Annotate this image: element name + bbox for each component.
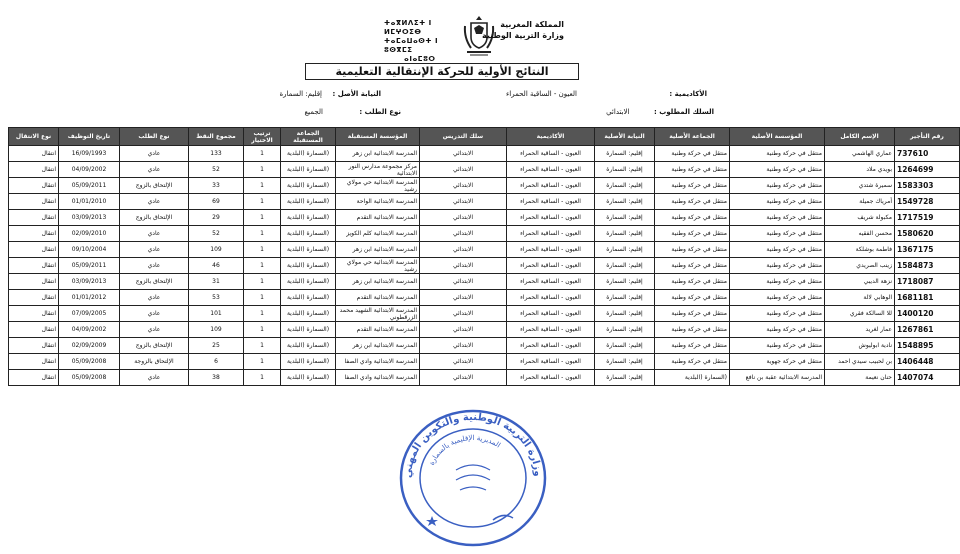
table-cell: المدرسة الابتدائية حي مولاي رشيد (336, 178, 420, 194)
table-cell: منتقل في حركة وطنية (730, 242, 825, 258)
table-cell: منتقل في حركة وطنية (655, 178, 730, 194)
table-cell: 1367175 (895, 242, 960, 258)
table-cell: العيون - الساقية الحمراء (507, 354, 595, 370)
table-cell: منتقل في حركة وطنية (730, 178, 825, 194)
table-cell: المدرسة الابتدائية حي مولاي رشيد (336, 258, 420, 274)
table-cell: 38 (189, 370, 244, 386)
table-cell: انتقال (9, 226, 59, 242)
table-cell: إقليم: السمارة (595, 226, 655, 242)
table-cell: إقليم: السمارة (595, 210, 655, 226)
table-cell: 1718087 (895, 274, 960, 290)
table-header-row (9, 128, 960, 146)
column-header: رقم التأجير (895, 128, 960, 146)
table-cell: الابتدائي (420, 194, 507, 210)
table-cell: 04/09/2002 (59, 322, 120, 338)
cycle-label: السلك المطلوب : (653, 108, 714, 116)
table-cell: (السمارة (البلدية (281, 354, 336, 370)
table-cell: المدرسة الابتدائية التقدم (336, 290, 420, 306)
table-cell: 737610 (895, 146, 960, 162)
table-cell: منتقل في حركة وطنية (730, 290, 825, 306)
table-cell: إقليم: السمارة (595, 146, 655, 162)
province-label: النيابة الأصل : (332, 90, 381, 98)
table-cell: 09/10/2004 (59, 242, 120, 258)
column-header: المؤسسة المستقبلة (336, 128, 420, 146)
table-cell: 02/09/2009 (59, 338, 120, 354)
table-cell: 46 (189, 258, 244, 274)
table-cell: 01/01/2012 (59, 290, 120, 306)
table-cell: العيون - الساقية الحمراء (507, 338, 595, 354)
table-cell: 1583303 (895, 178, 960, 194)
academy-label: الأكاديمية : (669, 90, 707, 98)
table-cell: حنان نعيمة (825, 370, 895, 386)
cycle-value: الابتدائي (606, 108, 630, 116)
table-cell: الابتدائي (420, 258, 507, 274)
table-cell: الابتدائي (420, 306, 507, 322)
table-cell: إقليم: السمارة (595, 274, 655, 290)
column-header: نوع الانتقال (9, 128, 59, 146)
table-cell: عادي (120, 162, 189, 178)
table-body (9, 146, 960, 386)
table-cell: منتقل في حركة وطنية (730, 194, 825, 210)
table-cell: (السمارة (البلدية (281, 210, 336, 226)
table-cell: منتقل في حركة وطنية (655, 146, 730, 162)
table-cell: (السمارة (البلدية (281, 162, 336, 178)
table-cell: منتقل في حركة وطنية (655, 226, 730, 242)
letterhead-tifinagh (384, 19, 460, 64)
column-header: المؤسسة الأصلية (730, 128, 825, 146)
table-cell: انتقال (9, 370, 59, 386)
table-row (9, 370, 960, 386)
table-cell: زينب الصريدي (825, 258, 895, 274)
table-cell: المدرسة الابتدائية وادي الصفا (336, 370, 420, 386)
table-cell: عادي (120, 242, 189, 258)
table-cell: (السمارة (البلدية (281, 242, 336, 258)
table-cell: المدرسة الابتدائية التقدم (336, 322, 420, 338)
table-cell: انتقال (9, 322, 59, 338)
table-cell: منتقل في حركة وطنية (730, 162, 825, 178)
table-cell: عادي (120, 290, 189, 306)
table-cell: 133 (189, 146, 244, 162)
column-header: الأكاديمية (507, 128, 595, 146)
table-cell: (السمارة (البلدية (281, 146, 336, 162)
table-cell: إقليم: السمارة (595, 370, 655, 386)
table-cell: الابتدائي (420, 210, 507, 226)
kingdom-name: المملكة المغربية (500, 20, 564, 29)
table-cell: المدرسة الابتدائية ابن زهر (336, 146, 420, 162)
table-cell: 1584873 (895, 258, 960, 274)
table-cell: 25 (189, 338, 244, 354)
table-cell: 1 (244, 354, 281, 370)
table-cell: الابتدائي (420, 290, 507, 306)
table-row (9, 306, 960, 322)
table-cell: (السمارة (البلدية (281, 258, 336, 274)
table-cell: 05/09/2011 (59, 178, 120, 194)
table-cell: 1 (244, 226, 281, 242)
table-cell: فاطمة بوشلكة (825, 242, 895, 258)
table-cell: 31 (189, 274, 244, 290)
table-cell: انتقال (9, 242, 59, 258)
column-header: ترتيب الاختيار (244, 128, 281, 146)
table-cell: منتقل في حركة وطنية (730, 274, 825, 290)
table-cell: 1549728 (895, 194, 960, 210)
table-cell: الإلتحاق بالزوج (120, 274, 189, 290)
table-cell: عادي (120, 146, 189, 162)
table-cell: انتقال (9, 258, 59, 274)
table-cell: منتقل في حركة وطنية (655, 162, 730, 178)
table-cell: (السمارة (البلدية (655, 370, 730, 386)
table-cell: الابتدائي (420, 146, 507, 162)
svg-text:وزارة التربية الوطنية والتكوين (403, 412, 543, 478)
table-cell: منتقل في حركة وطنية (655, 322, 730, 338)
table-cell: إقليم: السمارة (595, 258, 655, 274)
table-cell: العيون - الساقية الحمراء (507, 274, 595, 290)
table-cell: إقليم: السمارة (595, 338, 655, 354)
table-cell: (السمارة (البلدية (281, 370, 336, 386)
table-cell: الابتدائي (420, 162, 507, 178)
table-cell: انتقال (9, 210, 59, 226)
table-cell: 1 (244, 306, 281, 322)
table-cell: العيون - الساقية الحمراء (507, 306, 595, 322)
table-row (9, 242, 960, 258)
stamp-inner-text: المديرية الإقليمية بالسمارة (427, 433, 502, 467)
table-cell: 1 (244, 290, 281, 306)
table-cell: العيون - الساقية الحمراء (507, 242, 595, 258)
table-cell: منتقل في حركة وطنية (730, 338, 825, 354)
table-cell: بويدي ملاد (825, 162, 895, 178)
table-cell: إقليم: السمارة (595, 242, 655, 258)
table-cell: منتقل في حركة وطنية (730, 258, 825, 274)
column-header: نوع الطلب (120, 128, 189, 146)
table-cell: (السمارة (البلدية (281, 306, 336, 322)
table-cell: انتقال (9, 162, 59, 178)
table-cell: 53 (189, 290, 244, 306)
table-cell: 05/09/2008 (59, 370, 120, 386)
table-cell: سميرة شتدي (825, 178, 895, 194)
table-cell: انتقال (9, 338, 59, 354)
table-cell: إقليم: السمارة (595, 162, 655, 178)
table-cell: 1 (244, 258, 281, 274)
table-cell: عادي (120, 306, 189, 322)
table-row (9, 146, 960, 162)
table-cell: الإلتحاق بالزوج (120, 210, 189, 226)
table-cell: المدرسة الابتدائية عقبة بن نافع (730, 370, 825, 386)
table-cell: انتقال (9, 146, 59, 162)
table-cell: (السمارة (البلدية (281, 226, 336, 242)
table-cell: 03/09/2013 (59, 274, 120, 290)
table-cell: 101 (189, 306, 244, 322)
table-cell: 1400120 (895, 306, 960, 322)
table-cell: 109 (189, 322, 244, 338)
table-cell: العيون - الساقية الحمراء (507, 146, 595, 162)
table-row (9, 194, 960, 210)
table-cell: الابتدائي (420, 274, 507, 290)
table-cell: الوهابي لالة (825, 290, 895, 306)
table-cell: 16/09/1993 (59, 146, 120, 162)
table-cell: منتقل في حركة وطنية (655, 306, 730, 322)
ministry-tifinagh-2: ⴰⵏⴰⵎⵓⵔ (404, 55, 436, 63)
table-cell: المدرسة الابتدائية ابن زهر (336, 242, 420, 258)
table-cell: (السمارة (البلدية (281, 178, 336, 194)
table-cell: (السمارة (البلدية (281, 274, 336, 290)
table-cell: المدرسة الابتدائية كلم الكويز (336, 226, 420, 242)
table-cell: العيون - الساقية الحمراء (507, 210, 595, 226)
table-cell: 1 (244, 242, 281, 258)
table-cell: الإلتحاق بالزوج (120, 178, 189, 194)
table-cell: 1406448 (895, 354, 960, 370)
table-cell: إقليم: السمارة (595, 178, 655, 194)
table-cell: انتقال (9, 274, 59, 290)
table-cell: منتقل في حركة وطنية (655, 194, 730, 210)
table-cell: 1407074 (895, 370, 960, 386)
column-header: الإسم الكامل (825, 128, 895, 146)
academy-info (506, 90, 707, 98)
table-cell: 1681181 (895, 290, 960, 306)
column-header: سلك التدريس (420, 128, 507, 146)
table-cell: 6 (189, 354, 244, 370)
table-cell: 01/01/2010 (59, 194, 120, 210)
table-cell: نادية ابوليوش (825, 338, 895, 354)
table-cell: العيون - الساقية الحمراء (507, 258, 595, 274)
table-cell: 04/09/2002 (59, 162, 120, 178)
table-cell: 29 (189, 210, 244, 226)
table-cell: (السمارة (البلدية (281, 322, 336, 338)
stamp-outer-text: وزارة التربية الوطنية والتكوين المهني (402, 411, 544, 479)
column-header: تاريخ التوظيف (59, 128, 120, 146)
table-cell: 05/09/2008 (59, 354, 120, 370)
table-cell: المدرسة الابتدائية الشهيد محمد الزرقطوني (336, 306, 420, 322)
table-cell: منتقل في حركة وطنية (730, 322, 825, 338)
table-cell: للا السالكة فقري (825, 306, 895, 322)
table-cell: منتقل في حركة جهوية (730, 354, 825, 370)
table-cell: إقليم: السمارة (595, 306, 655, 322)
official-stamp-icon (398, 408, 548, 548)
table-cell: الابتدائي (420, 242, 507, 258)
table-cell: 1548895 (895, 338, 960, 354)
province-value: إقليم: السمارة (279, 90, 322, 98)
table-cell: المدرسة الابتدائية ابن زهر (336, 338, 420, 354)
request-type-info (304, 108, 401, 116)
table-cell: (السمارة (البلدية (281, 194, 336, 210)
table-cell: العيون - الساقية الحمراء (507, 178, 595, 194)
table-row (9, 178, 960, 194)
table-cell: عمار لغريد (825, 322, 895, 338)
table-cell: عادي (120, 322, 189, 338)
table-row (9, 354, 960, 370)
academy-value: العيون - الساقية الحمراء (506, 90, 577, 98)
table-row (9, 226, 960, 242)
table-cell: منتقل في حركة وطنية (655, 242, 730, 258)
table-cell: منتقل في حركة وطنية (655, 258, 730, 274)
table-cell: انتقال (9, 290, 59, 306)
table-cell: منتقل في حركة وطنية (655, 354, 730, 370)
table-cell: 52 (189, 162, 244, 178)
table-cell: بن لحبيب سيدي احمد (825, 354, 895, 370)
table-cell: العيون - الساقية الحمراء (507, 370, 595, 386)
table-cell: 1717519 (895, 210, 960, 226)
document-title: النتائج الأولية للحركة الإنتقالية التعليمية (305, 63, 579, 80)
province-info (279, 90, 381, 98)
table-cell: إقليم: السمارة (595, 354, 655, 370)
table-cell: الابتدائي (420, 322, 507, 338)
table-cell: انتقال (9, 354, 59, 370)
ministry-tifinagh: ⵜⴰⵎⴰⵡⴰⵙⵜ ⵏ ⵓⵙⴳⵎⵉ (384, 37, 439, 54)
table-cell: إقليم: السمارة (595, 290, 655, 306)
table-cell: الإلتحاق بالزوجة (120, 354, 189, 370)
table-cell: انتقال (9, 178, 59, 194)
table-cell: انتقال (9, 194, 59, 210)
table-cell: 69 (189, 194, 244, 210)
ministry-name: وزارة التربية الوطنية (481, 31, 564, 40)
request-value: الجميع (304, 108, 323, 116)
table-cell: الابتدائي (420, 178, 507, 194)
table-cell: منتقل في حركة وطنية (655, 290, 730, 306)
table-row (9, 258, 960, 274)
letterhead-arabic (474, 19, 564, 41)
table-cell: 1 (244, 178, 281, 194)
table-cell: 03/09/2013 (59, 210, 120, 226)
table-cell: 109 (189, 242, 244, 258)
table-cell: 07/09/2005 (59, 306, 120, 322)
table-cell: عادي (120, 258, 189, 274)
results-table (8, 127, 960, 386)
table-cell: إقليم: السمارة (595, 194, 655, 210)
table-cell: المدرسة الابتدائية وادي الصفا (336, 354, 420, 370)
table-cell: العيون - الساقية الحمراء (507, 226, 595, 242)
table-cell: منتقل في حركة وطنية (730, 146, 825, 162)
table-row (9, 322, 960, 338)
table-cell: الابتدائي (420, 370, 507, 386)
table-cell: (السمارة (البلدية (281, 290, 336, 306)
table-cell: مركز مجموعة مدارس النور الابتدائية (336, 162, 420, 178)
table-cell: 1 (244, 370, 281, 386)
table-cell: الابتدائي (420, 338, 507, 354)
table-cell: عماري الهاشمي (825, 146, 895, 162)
table-cell: مكبولة شريف (825, 210, 895, 226)
table-cell: المدرسة الابتدائية التقدم (336, 210, 420, 226)
table-cell: عادي (120, 370, 189, 386)
table-cell: 1580620 (895, 226, 960, 242)
table-row (9, 290, 960, 306)
column-header: النيابة الأصلية (595, 128, 655, 146)
svg-text:المديرية الإقليمية بالسمارة (428, 434, 502, 467)
table-cell: 1 (244, 322, 281, 338)
table-row (9, 162, 960, 178)
table-cell: المدرسة الابتدائية ابن زهر (336, 274, 420, 290)
table-cell: أمرياك جميلة (825, 194, 895, 210)
table-cell: منتقل في حركة وطنية (655, 210, 730, 226)
table-cell: عادي (120, 226, 189, 242)
table-cell: عادي (120, 194, 189, 210)
table-cell: 02/09/2010 (59, 226, 120, 242)
kingdom-tifinagh: ⵜⴰⴳⵍⴷⵉⵜ ⵏ ⵍⵎⵖⵔⵉⴱ (384, 19, 432, 36)
table-cell: الابتدائي (420, 226, 507, 242)
table-cell: منتقل في حركة وطنية (655, 338, 730, 354)
table-cell: نزهة الديبي (825, 274, 895, 290)
table-cell: انتقال (9, 306, 59, 322)
table-cell: الابتدائي (420, 354, 507, 370)
table-cell: منتقل في حركة وطنية (730, 306, 825, 322)
table-cell: العيون - الساقية الحمراء (507, 290, 595, 306)
table-cell: 1 (244, 338, 281, 354)
table-cell: العيون - الساقية الحمراء (507, 322, 595, 338)
table-cell: منتقل في حركة وطنية (655, 274, 730, 290)
column-header: مجموع النقط (189, 128, 244, 146)
table-row (9, 210, 960, 226)
table-cell: الإلتحاق بالزوج (120, 338, 189, 354)
table-row (9, 274, 960, 290)
table-cell: العيون - الساقية الحمراء (507, 194, 595, 210)
table-cell: منتقل في حركة وطنية (730, 210, 825, 226)
table-cell: (السمارة (البلدية (281, 338, 336, 354)
table-cell: 1 (244, 194, 281, 210)
table-cell: العيون - الساقية الحمراء (507, 162, 595, 178)
column-header: الجماعة الأصلية (655, 128, 730, 146)
table-cell: 1 (244, 162, 281, 178)
table-cell: المدرسة الابتدائية الواحة (336, 194, 420, 210)
table-cell: محسن الفقيه (825, 226, 895, 242)
table-cell: منتقل في حركة وطنية (730, 226, 825, 242)
column-header: الجماعة المستقبلة (281, 128, 336, 146)
table-cell: 1 (244, 146, 281, 162)
request-label: نوع الطلب : (359, 108, 401, 116)
table-cell: 33 (189, 178, 244, 194)
table-cell: 1267861 (895, 322, 960, 338)
table-row (9, 338, 960, 354)
table-cell: 1 (244, 210, 281, 226)
table-cell: 1 (244, 274, 281, 290)
cycle-info (606, 108, 714, 116)
table-cell: 05/09/2011 (59, 258, 120, 274)
table-cell: 52 (189, 226, 244, 242)
table-cell: إقليم: السمارة (595, 322, 655, 338)
table-cell: 1264699 (895, 162, 960, 178)
